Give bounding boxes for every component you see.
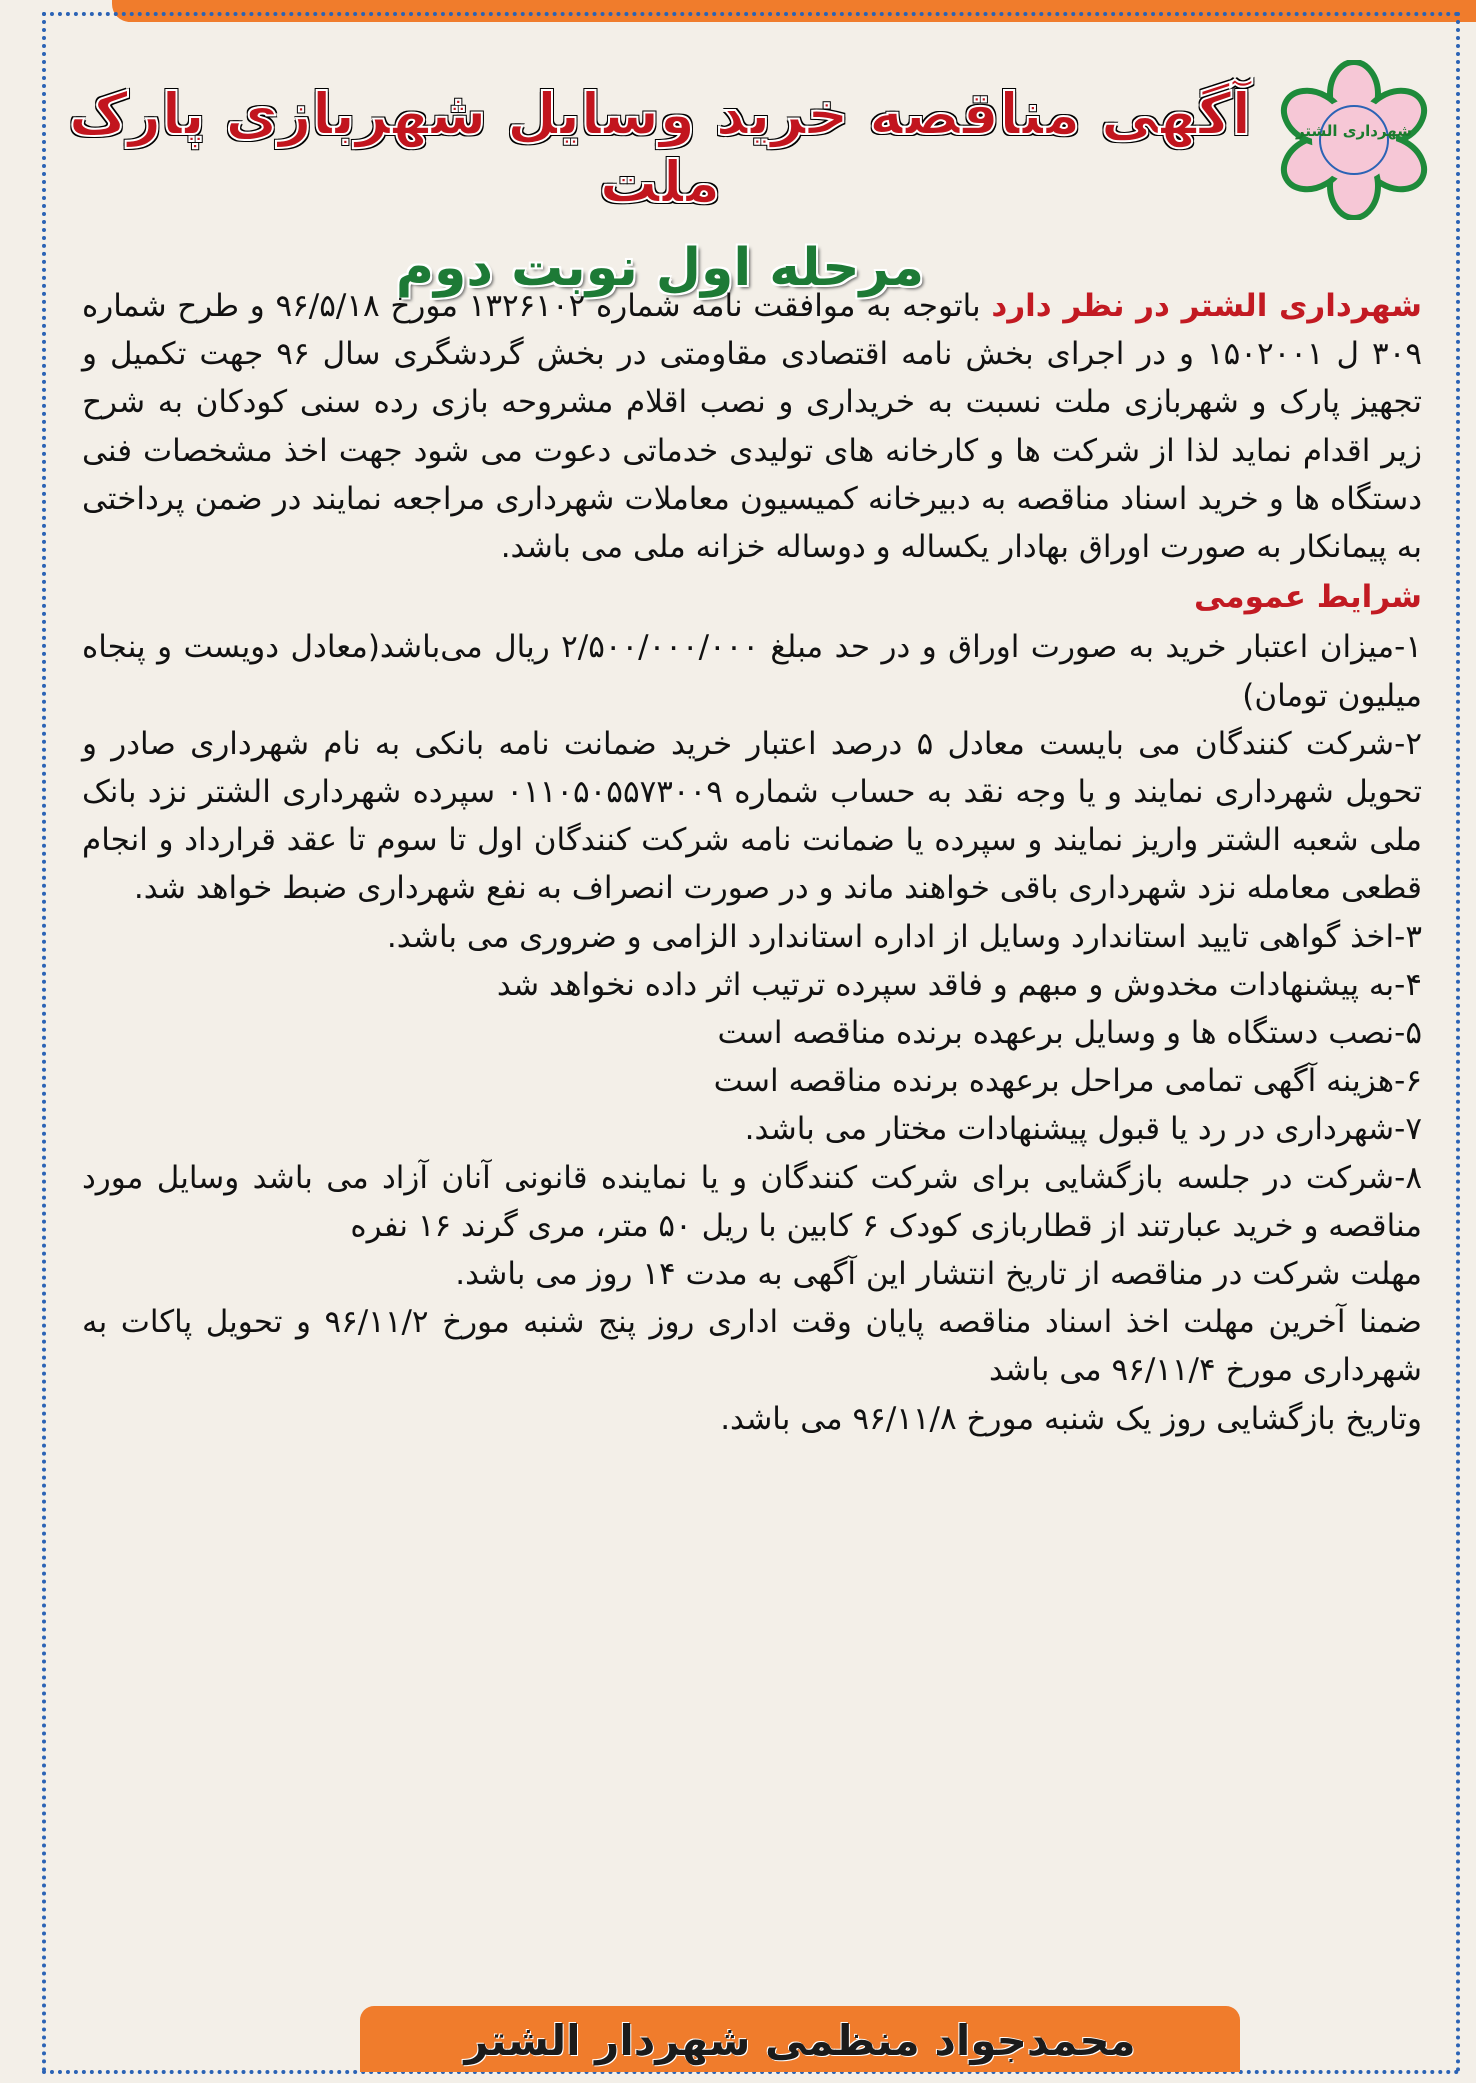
logo-text: شهرداری الشتر [1296, 122, 1412, 140]
notice-subtitle: مرحله اول نوبت دوم [395, 238, 925, 298]
conditions-title: شرایط عمومی [1194, 579, 1422, 616]
opening-date-text: وتاریخ بازگشایی روز یک شنبه مورخ ۹۶/۱۱/۸ می باشد. [720, 1400, 1422, 1437]
flower-logo-icon [1274, 60, 1434, 220]
footer-band [360, 2006, 1240, 2072]
signature: محمدجواد منظمی شهردار الشتر [464, 2016, 1136, 2065]
condition-item: ۴-به پیشنهادات مخدوش و مبهم و فاقد سپرده ترتیب اثر داده نخواهد شد [496, 966, 1422, 1003]
intro-lead: شهرداری الشتر در نظر دارد [991, 288, 1423, 324]
intro-body: باتوجه به موافقت نامه شماره ۱۳۲۶۱۰۲ مورخ ۹۶/۵/۱۸ و طرح شماره ۳۰۹ ل ۱۵۰۲۰۰۱ و در اجرای بخش نامه اقتصادی مقاومتی در بخش گردشگری سال ۹۶ جهت تکمیل و تجهیز پارک و شهربازی ملت نسبت به خریداری و نصب اقلام مشروحه بازی رده سنی کودکان به شرح زیر اقدام نماید لذا از شرکت ها و کارخانه های تولیدی خدماتی دعوت می شود جهت اخذ مشخصات فنی دستگاه ها و خرید اسناد مناقصه به دبیرخانه کمیسیون معاملات شهرداری مراجعه نمایند در ضمن پرداختی به پیمانکار به صورت اوراق بهادار یکساله و دوساله خزانه ملی می باشد. [82, 288, 1422, 566]
notice-title: آگهی مناقصه خرید وسایل شهربازی پارک ملت [68, 80, 1252, 216]
condition-item: ۸-شرکت در جلسه بازگشایی برای شرکت کنندگان و یا نماینده قانونی آنان آزاد می باشد وسایل مورد مناقصه و خرید عبارتند از قطاربازی کودک ۶ کابین با ریل ۵۰ متر، مری گرند ۱۶ نفره [82, 1159, 1422, 1244]
intro-paragraph [82, 282, 1422, 571]
last-deadline-text: ضمنا آخرین مهلت اخذ اسناد مناقصه پایان وقت اداری روز پنج شنبه مورخ ۹۶/۱۱/۲ و تحویل پاکات به شهرداری مورخ ۹۶/۱۱/۴ می باشد [82, 1304, 1422, 1389]
condition-item: ۵-نصب دستگاه ها و وسایل برعهده برنده مناقصه است [717, 1015, 1422, 1052]
condition-item: ۳-اخذ گواهی تایید استاندارد وسایل از اداره استاندارد الزامی و ضروری می باشد. [386, 918, 1422, 955]
notice-body [82, 282, 1422, 1443]
condition-item: ۷-شهرداری در رد یا قبول پیشنهادات مختار می باشد. [744, 1111, 1422, 1148]
condition-item: ۶-هزینه آگهی تمامی مراحل برعهده برنده مناقصه است [713, 1063, 1422, 1100]
condition-item: ۱-میزان اعتبار خرید به صورت اوراق و در حد مبلغ ۲/۵۰۰/۰۰۰/۰۰۰ ریال می‌باشد(معادل دویست و پنجاه میلیون تومان) [82, 629, 1422, 714]
deadline-text: مهلت شرکت در مناقصه از تاریخ انتشار این آگهی به مدت ۱۴ روز می باشد. [455, 1256, 1422, 1293]
condition-item: ۲-شرکت کنندگان می بایست معادل ۵ درصد اعتبار خرید ضمانت نامه بانکی به نام شهرداری صادر و تحویل شهرداری نمایند و یا وجه نقد به حساب شماره ۰۱۱۰۵۰۵۵۷۳۰۰۹ سپرده شهرداری الشتر نزد بانک ملی شعبه الشتر واریز نمایند و سپرده یا ضمانت نامه شرکت کنندگان اول تا سوم تا عقد قرارداد و انجام قطعی معامله نزد شهرداری باقی خواهند ماند و در صورت انصراف به نفع شهرداری ضبط خواهد شد. [82, 725, 1422, 907]
municipality-logo [1274, 60, 1434, 220]
notice-header [60, 80, 1260, 298]
